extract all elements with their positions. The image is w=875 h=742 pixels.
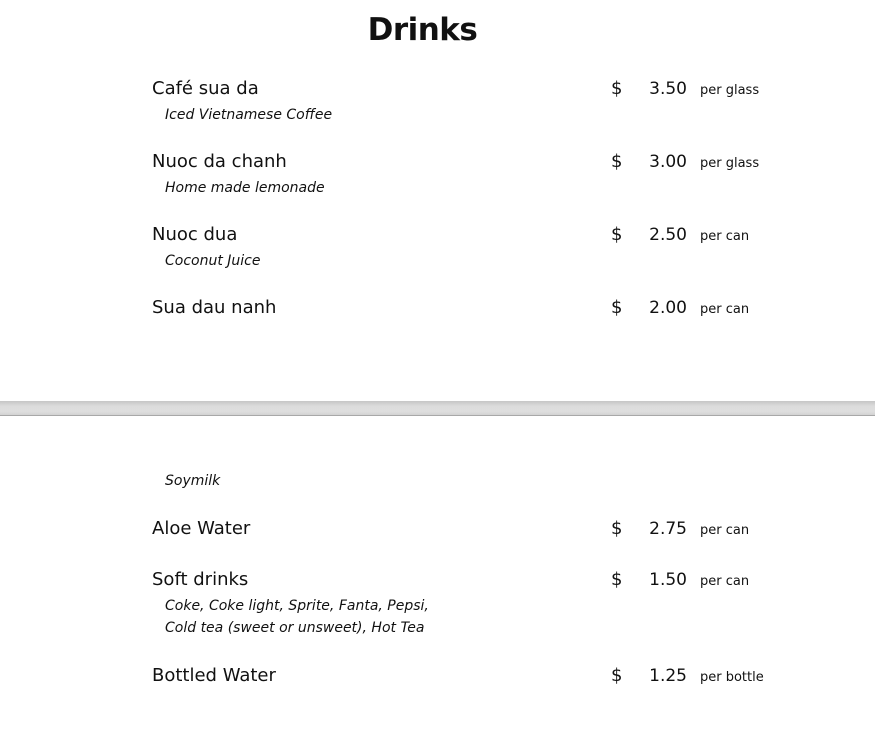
menu-item-description: Home made lemonade <box>165 180 325 196</box>
menu-item-price: 3.50 <box>649 79 687 99</box>
menu-item-name: Café sua da <box>152 78 259 99</box>
menu-item-name: Bottled Water <box>152 665 276 686</box>
menu-item-unit: per can <box>700 302 750 317</box>
currency-symbol: $ <box>611 569 623 590</box>
menu-item-unit: per can <box>700 574 750 589</box>
menu-item-name: Sua dau nanh <box>152 297 277 318</box>
document-page-2 <box>0 416 875 742</box>
menu-item-name: Aloe Water <box>152 518 251 539</box>
menu-item-unit: per glass <box>700 83 760 98</box>
menu-item-price: 2.75 <box>649 519 687 539</box>
currency-symbol: $ <box>611 297 623 318</box>
menu-item-name: Nuoc da chanh <box>152 151 287 172</box>
menu-item-description: Soymilk <box>165 473 221 489</box>
menu-item-unit: per can <box>700 523 750 538</box>
page-title: Drinks <box>367 12 478 48</box>
menu-item-unit: per bottle <box>700 670 764 685</box>
menu-item-price: 2.50 <box>649 225 687 245</box>
currency-symbol: $ <box>611 151 623 172</box>
menu-item-description: Iced Vietnamese Coffee <box>165 107 333 123</box>
currency-symbol: $ <box>611 78 623 99</box>
menu-item-description: Coke, Coke light, Sprite, Fanta, Pepsi, <box>165 598 429 614</box>
menu-item-description: Cold tea (sweet or unsweet), Hot Tea <box>165 620 425 636</box>
menu-item-unit: per glass <box>700 156 760 171</box>
page-break <box>0 401 875 416</box>
menu-item-price: 3.00 <box>649 152 687 172</box>
menu-item-price: 1.50 <box>649 570 687 590</box>
menu-item-price: 2.00 <box>649 298 687 318</box>
currency-symbol: $ <box>611 518 623 539</box>
menu-item-description: Coconut Juice <box>165 253 261 269</box>
menu-item-name: Nuoc dua <box>152 224 238 245</box>
menu-item-unit: per can <box>700 229 750 244</box>
menu-item-price: 1.25 <box>649 666 687 686</box>
currency-symbol: $ <box>611 224 623 245</box>
menu-item-name: Soft drinks <box>152 569 249 590</box>
currency-symbol: $ <box>611 665 623 686</box>
